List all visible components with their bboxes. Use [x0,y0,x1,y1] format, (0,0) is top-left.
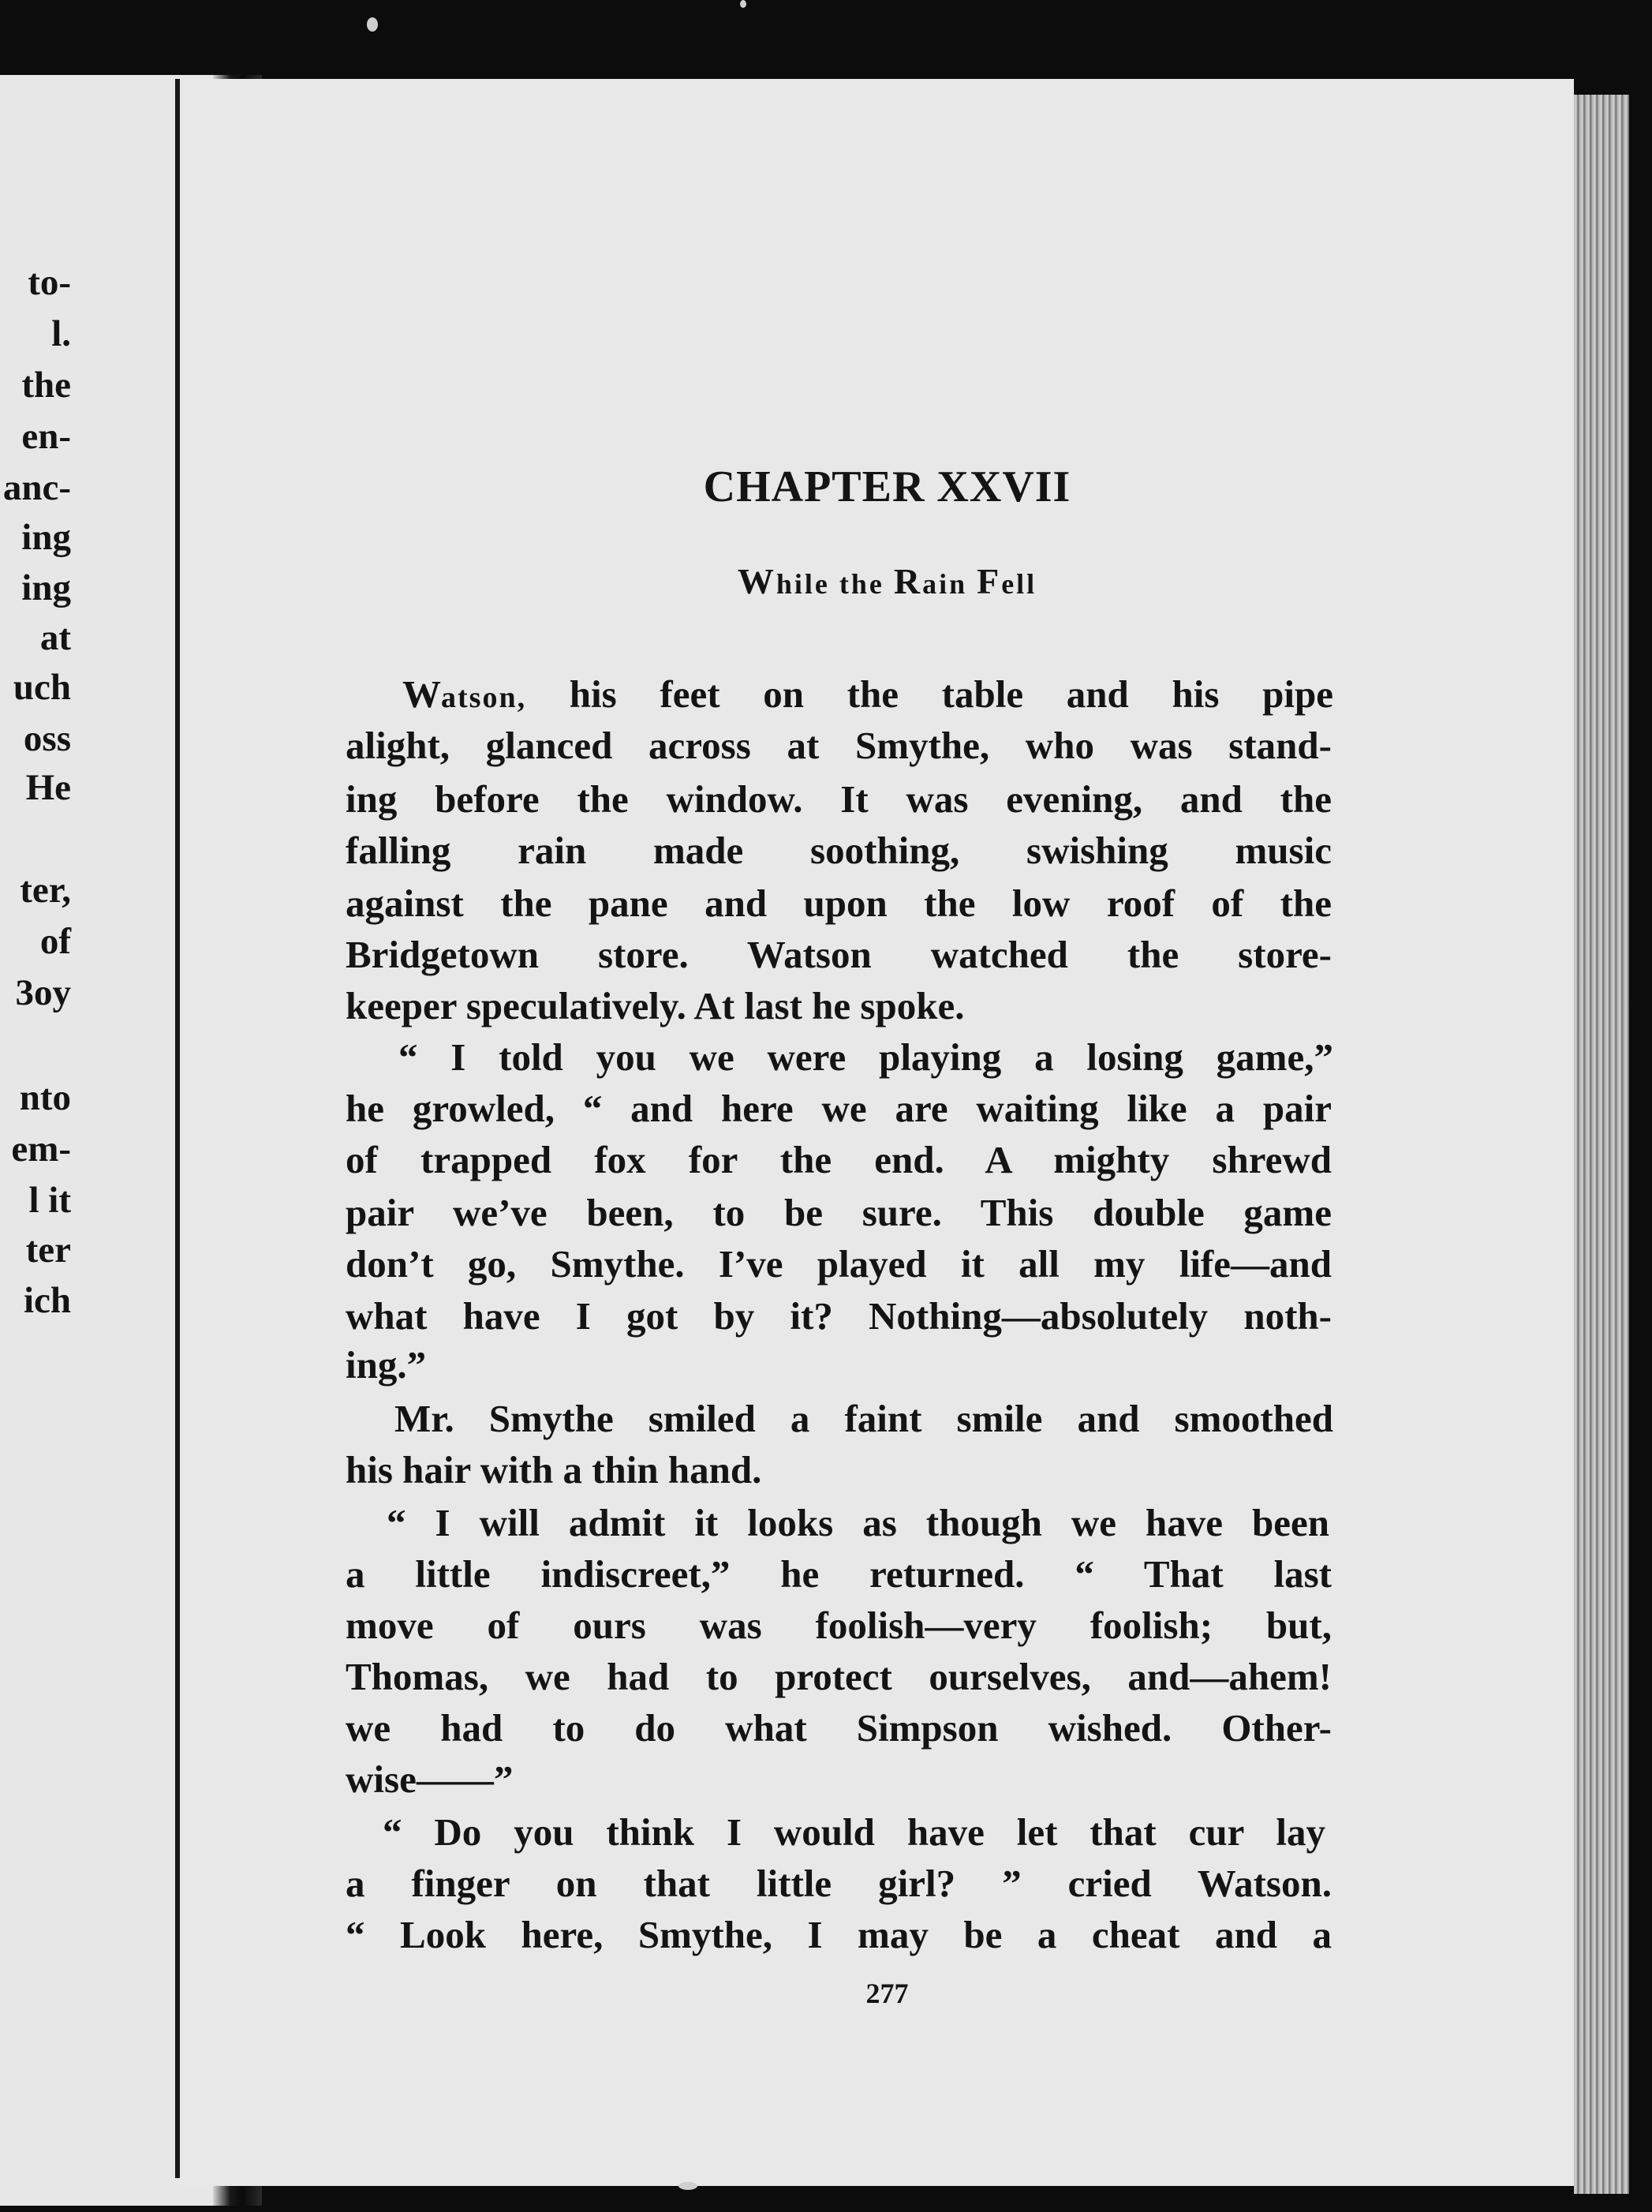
text-line: keeper speculatively. At last he spoke. [346,984,965,1027]
left-page-fragment: l it [28,1180,71,1221]
text-line: he growled, “ and here we are waiting like a pair [346,1087,1332,1130]
left-page-fragment: ter, [20,870,71,911]
left-page-fragment: to- [28,262,71,303]
text-line: Mr. Smythe smiled a faint smile and smoothed [394,1397,1333,1440]
text-line: Bridgetown store. Watson watched the store- [346,933,1332,976]
text-line: falling rain made soothing, swishing music [346,829,1332,872]
text-line: ing before the window. It was evening, and the [346,777,1332,821]
text-line: wise——” [346,1757,514,1801]
page-stack-edge [1574,95,1629,2194]
text-line: a finger on that little girl? ” cried Watson. [346,1862,1332,1905]
text-line: what have I got by it? Nothing—absolutely noth- [346,1294,1332,1338]
scan-speck [740,0,746,8]
text-line: ing.” [346,1343,427,1387]
left-page-fragment: ing [21,517,71,558]
left-page-fragment: the [21,365,71,406]
text-line: Thomas, we had to protect ourselves, and—ahem! [346,1655,1332,1698]
left-page-fragment: ing [21,567,71,608]
scan-speck [678,2182,697,2190]
text-line: of trapped fox for the end. A mighty shrewd [346,1138,1332,1181]
text-line: alight, glanced across at Smythe, who was stand- [346,724,1332,767]
left-page-fragment: em- [11,1128,71,1170]
page-edge-shadow [175,79,180,2178]
left-page-fragment: nto [19,1077,71,1118]
left-page-fragment: 3oy [15,972,71,1013]
left-page-fragment: ter [25,1230,71,1271]
left-page-fragment: uch [13,667,71,708]
left-page-fragment: en- [21,416,71,457]
text-line: against the pane and upon the low roof of the [346,881,1332,925]
text-line: don’t go, Smythe. I’ve played it all my life—and [346,1242,1332,1286]
text-line: Watson, his feet on the table and his pipe [402,672,1333,716]
text-line: “ Do you think I would have let that cur lay [383,1810,1325,1854]
text-line: a little indiscreet,” he returned. “ That last [346,1552,1332,1596]
text-line: “ I told you we were playing a losing game,” [398,1035,1333,1079]
scan-speck [367,17,378,32]
left-page-fragment: of [39,921,71,962]
text-line: “ Look here, Smythe, I may be a cheat and a [346,1913,1332,1956]
left-page-fragment: He [25,767,71,808]
text-line: move of ours was foolish—very foolish; but, [346,1604,1332,1647]
text-line: his hair with a thin hand. [346,1448,762,1492]
left-page-fragment: oss [23,718,71,759]
left-page-fragment: ich [23,1280,71,1321]
page-number: 277 [865,1978,909,2009]
left-page-fragment: l. [51,313,71,354]
chapter-title: CHAPTER XXVII [703,462,1071,511]
left-page-fragment: anc- [2,467,71,508]
text-line: pair we’ve been, to be sure. This double game [346,1191,1332,1234]
left-page-fragment: at [39,617,71,658]
text-line: “ I will admit it looks as though we have been [387,1501,1329,1544]
section-title: While the Rain Fell [737,561,1037,601]
first-word: Watson, [402,672,527,716]
text-line: we had to do what Simpson wished. Other- [346,1706,1332,1750]
